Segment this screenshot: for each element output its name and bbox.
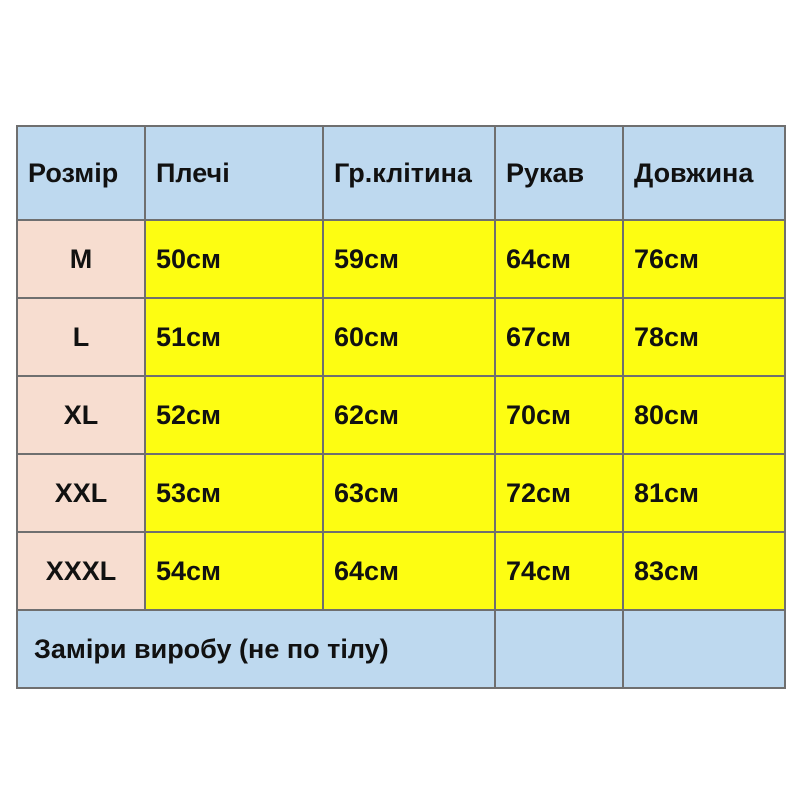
cell-shoulders: 50см	[145, 220, 323, 298]
cell-size: XXL	[17, 454, 145, 532]
column-header-size: Розмір	[17, 126, 145, 220]
cell-length: 80см	[623, 376, 785, 454]
header-row	[17, 126, 785, 220]
table-row	[17, 376, 785, 454]
table-footer-row	[17, 610, 785, 688]
cell-chest: 59см	[323, 220, 495, 298]
size-chart-table	[16, 125, 786, 689]
table-header	[17, 126, 785, 220]
cell-chest: 64см	[323, 532, 495, 610]
cell-shoulders: 51см	[145, 298, 323, 376]
table-row	[17, 220, 785, 298]
cell-size: XL	[17, 376, 145, 454]
cell-length: 78см	[623, 298, 785, 376]
column-header-sleeve: Рукав	[495, 126, 623, 220]
cell-sleeve: 72см	[495, 454, 623, 532]
footer-filler-cell	[495, 610, 623, 688]
table-body	[17, 220, 785, 688]
measurement-note: Заміри виробу (не по тілу)	[17, 610, 495, 688]
table-row	[17, 532, 785, 610]
cell-shoulders: 54см	[145, 532, 323, 610]
table-row	[17, 298, 785, 376]
column-header-length: Довжина	[623, 126, 785, 220]
cell-length: 81см	[623, 454, 785, 532]
cell-chest: 60см	[323, 298, 495, 376]
table-row	[17, 454, 785, 532]
cell-sleeve: 74см	[495, 532, 623, 610]
cell-sleeve: 64см	[495, 220, 623, 298]
cell-length: 83см	[623, 532, 785, 610]
footer-filler-cell	[623, 610, 785, 688]
cell-length: 76см	[623, 220, 785, 298]
cell-sleeve: 70см	[495, 376, 623, 454]
column-header-shoulders: Плечі	[145, 126, 323, 220]
cell-chest: 62см	[323, 376, 495, 454]
cell-chest: 63см	[323, 454, 495, 532]
cell-shoulders: 52см	[145, 376, 323, 454]
cell-size: XXXL	[17, 532, 145, 610]
cell-size: M	[17, 220, 145, 298]
cell-shoulders: 53см	[145, 454, 323, 532]
cell-sleeve: 67см	[495, 298, 623, 376]
column-header-chest: Гр.клітина	[323, 126, 495, 220]
cell-size: L	[17, 298, 145, 376]
